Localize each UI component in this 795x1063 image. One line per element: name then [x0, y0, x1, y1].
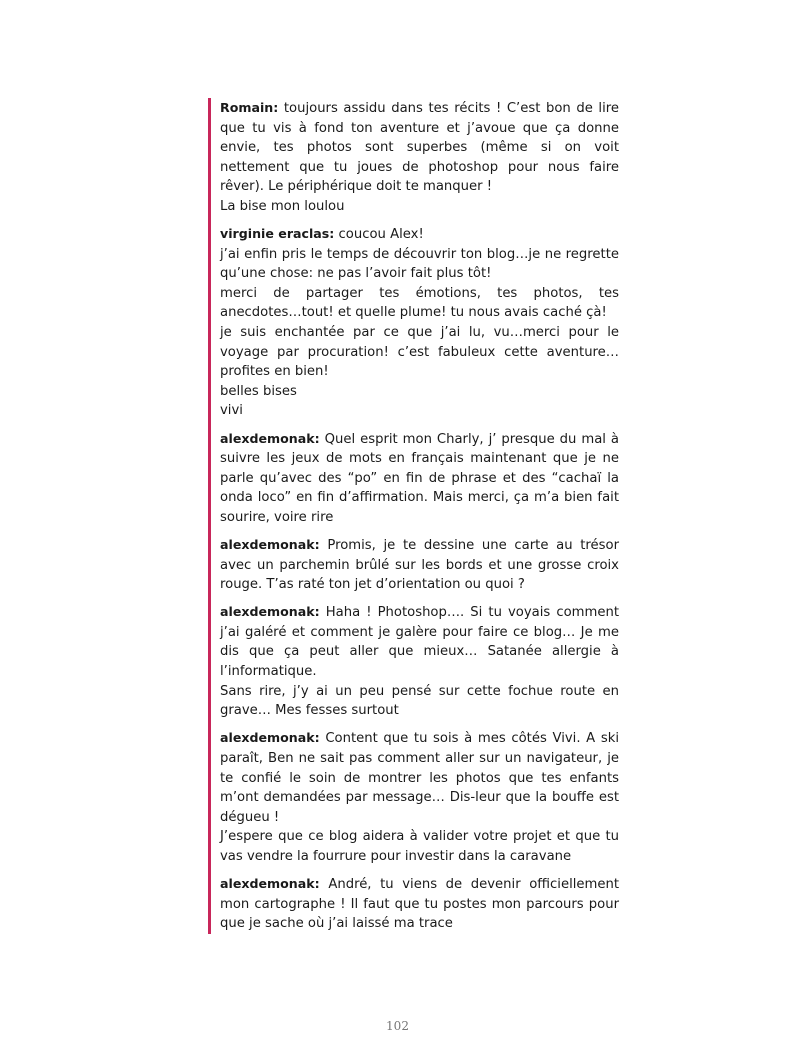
comment-text: toujours assidu dans tes récits ! C’est bon de lire que tu vis à fond ton aventure et j’avoue que ça donne envie, tes photos sont superbes (même si on voit nettement que tu joues de photoshop pour nous faire rêver). Le périphérique doit te manquer ! [220, 101, 619, 195]
comment-paragraph [220, 98, 619, 197]
comment-text: coucou Alex! [338, 227, 424, 243]
comment-author: Romain: [220, 100, 279, 115]
comment-author: alexdemonak: [220, 875, 320, 891]
comment-paragraph: belles bises [220, 383, 297, 399]
comment-text: Quel esprit mon Charly, j’ presque du mal à suivre les jeux de mots en français maintenant que je ne parle qu’avec des “po” en fin de phrase et des “cachaï la onda loco” en fin d’affirmation. Mais merci, ça m’a bien fait sourire, voire rire [220, 431, 619, 525]
comment [220, 98, 619, 217]
comment-paragraph: vivi [220, 403, 243, 419]
comment [220, 429, 619, 528]
comment-author: alexdemonak: [220, 604, 320, 620]
comment-paragraph [220, 429, 619, 528]
comment-paragraph: je suis enchantée par ce que j’ai lu, vu…merci pour le voyage par procuration! c’est fabuleux cette aventure…profites en bien! [220, 325, 619, 380]
comment-text: Promis, je te dessine une carte au trésor avec un parchemin brûlé sur les bords et une grosse croix rouge. T’as raté ton jet d’orientation ou quoi ? [220, 537, 619, 593]
comment-author: alexdemonak: [220, 536, 320, 552]
comment-author: alexdemonak: [220, 430, 320, 446]
comment-paragraph: J’espere que ce blog aidera à valider votre projet et que tu vas vendre la fourrure pour investir dans la caravane [220, 829, 619, 864]
comment-paragraph: Sans rire, j’y ai un peu pensé sur cette fochue route en grave… Mes fesses surtout [220, 683, 619, 719]
comment-paragraph [220, 535, 619, 595]
comment-paragraph [220, 224, 619, 245]
comment [220, 535, 619, 595]
comment-author: virginie eraclas: [220, 226, 335, 242]
comment [220, 224, 619, 421]
comment-text: Content que tu sois à mes côtés Vivi. A ski paraît, Ben ne sait pas comment aller sur un navigateur, je te confié le soin de montrer les photos que tes enfants m’ont demandées par message… Dis-leur que la bouffe est dégueu ! [220, 731, 619, 825]
comment [220, 602, 619, 721]
comment-paragraph: merci de partager tes émotions, tes photos, tes anecdotes…tout! et quelle plume! tu nous avais caché çà! [220, 285, 619, 321]
comment-paragraph: La bise mon loulou [220, 198, 345, 214]
comment-paragraph: j’ai enfin pris le temps de découvrir ton blog…je ne regrette qu’une chose: ne pas l’avoir fait plus tôt! [220, 246, 619, 282]
comments-column [208, 98, 619, 934]
comment-paragraph [220, 728, 619, 827]
comment-text: André, tu viens de devenir officiellement mon cartographe ! Il faut que tu postes mon parcours pour que je sache où j’ai laissé ma trace [220, 876, 620, 932]
comment-text: Haha ! Photoshop…. Si tu voyais comment j’ai galéré et comment je galère pour faire ce blog… Je me dis que ça peut aller que mieux… Satanée allergie à l’informatique. [220, 605, 619, 680]
comment-author: alexdemonak: [220, 730, 320, 746]
comment-paragraph [220, 874, 619, 934]
comment [220, 874, 619, 934]
comment [220, 728, 619, 866]
comment-paragraph [220, 602, 619, 681]
page-number: 102 [386, 1019, 409, 1033]
